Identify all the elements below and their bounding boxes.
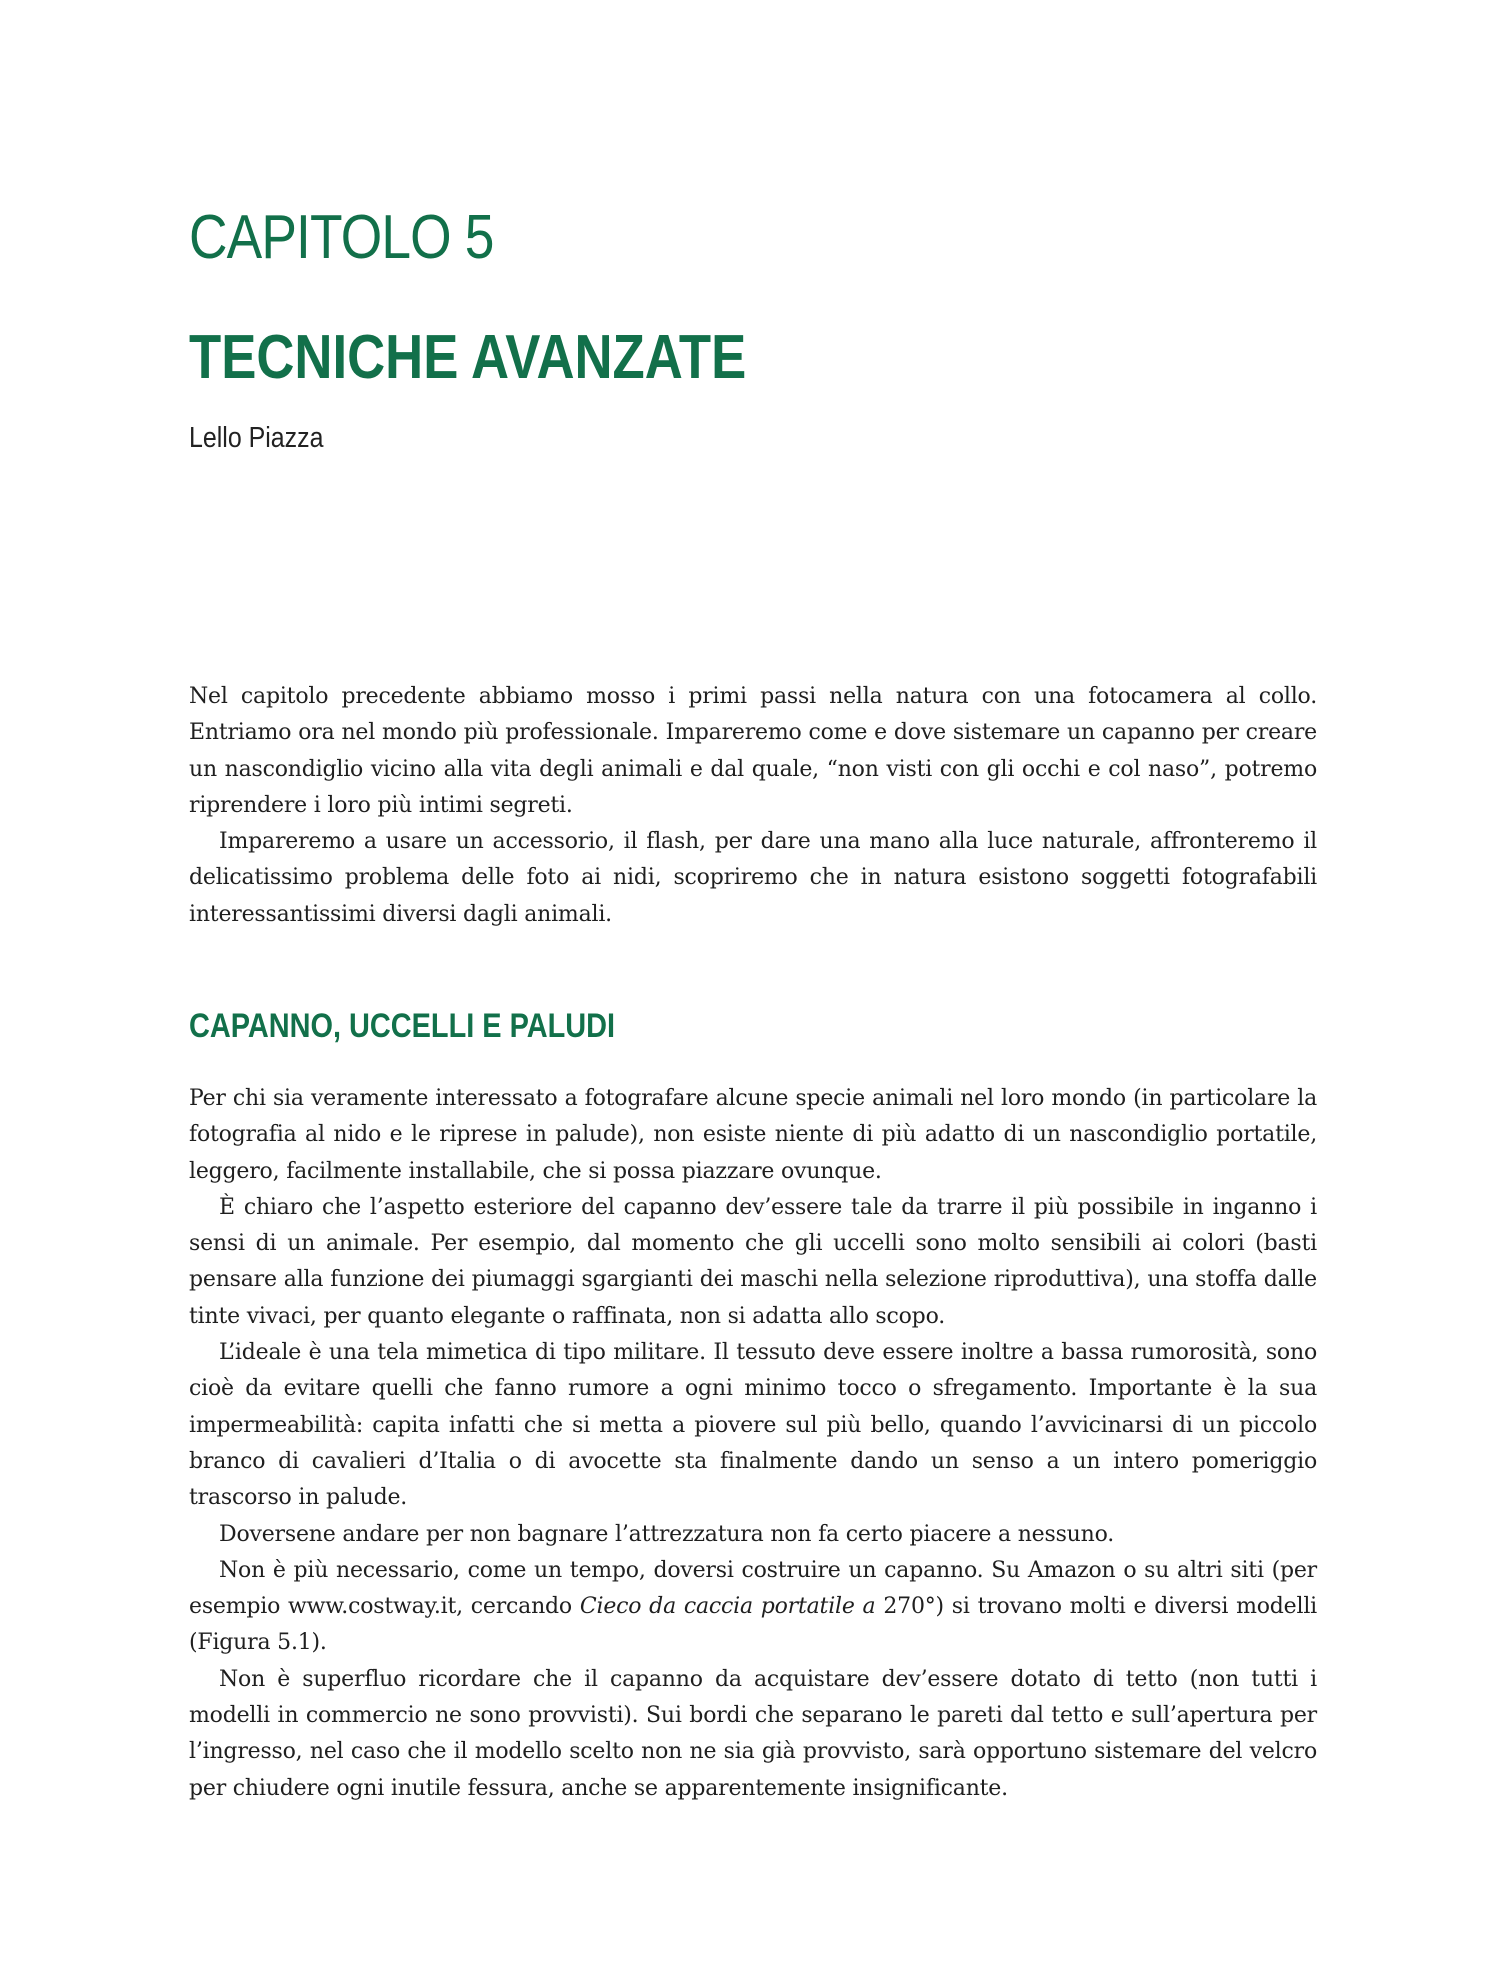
section-heading: CAPANNO, UCCELLI E PALUDI: [189, 1007, 616, 1045]
chapter-title: TECNICHE AVANZATE: [189, 323, 747, 392]
body-paragraph: È chiaro che l’aspetto esteriore del capanno dev’essere tale da trarre il più possibile in inganno i sensi di un animale. Per esempio, dal momento che gli uccelli sono molto sensibili ai colori (basti pensare alla funzione dei piumaggi sgargianti dei maschi nella selezione riproduttiva), una stoffa dalle tinte vivaci, per quanto elegante o raffinata, non si adatta allo scopo.: [189, 1194, 1317, 1329]
body-paragraph: Per chi sia veramente interessato a fotografare alcune specie animali nel loro mondo (in particolare la fotografia al nido e le riprese in palude), non esiste niente di più adatto di un nascondiglio portatile, leggero, facilmente installabile, che si possa piazzare ovunque.: [189, 1086, 1317, 1184]
author-name: Lello Piazza: [189, 422, 324, 454]
body-paragraph: Non è superfluo ricordare che il capanno da acquistare dev’essere dotato di tetto (non tutti i modelli in commercio ne sono provvisti). Sui bordi che separano le pareti dal tetto e sull’apertura per l’ingresso, nel caso che il modello scelto non ne sia già provvisto, sarà opportuno sistemare del velcro per chiudere ogni inutile fessura, anche se apparentemente insignificante.: [189, 1666, 1317, 1801]
intro-paragraph: Impareremo a usare un accessorio, il flash, per dare una mano alla luce naturale, affronteremo il delicatissimo problema delle foto ai nidi, scopriremo che in natura esistono soggetti fotografabili interessantissimi diversi dagli animali.: [189, 829, 1317, 927]
section-body: [189, 1081, 1317, 1807]
intro-paragraph: Nel capitolo precedente abbiamo mosso i primi passi nella natura con una fotocamera al collo. Entriamo ora nel mondo più professionale. Impareremo come e dove sistemare un capanno per creare un nascondiglio vicino alla vita degli animali e dal quale, “non visti con gli occhi e col naso”, potremo riprendere i loro più intimi segreti.: [189, 684, 1317, 818]
chapter-label: CAPITOLO 5: [189, 203, 494, 272]
italic-search-term: Cieco da caccia portatile a: [579, 1594, 876, 1620]
intro-text: [189, 679, 1317, 933]
body-text-run: 270°) si trovano molti e diversi modelli (Figura 5.1).: [189, 1594, 1318, 1656]
body-paragraph: [189, 1553, 1317, 1662]
body-paragraph: Doversene andare per non bagnare l’attrezzatura non fa certo piacere a nessuno.: [219, 1521, 1115, 1547]
body-text-run: Non è più necessario, come un tempo, doversi costruire un capanno. Su Amazon o su altri siti (per esempio www.costway.it, cercando: [189, 1557, 1317, 1620]
body-paragraph: L’ideale è una tela mimetica di tipo militare. Il tessuto deve essere inoltre a bassa rumorosità, sono cioè da evitare quelli che fanno rumore a ogni minimo tocco o sfregamento. Importante è la sua impermeabilità: capita infatti che si metta a piovere sul più bello, quando l’avvicinarsi di un piccolo branco di cavalieri d’Italia o di avocette sta finalmente dando un senso a un intero pomeriggio trascorso in palude.: [189, 1340, 1317, 1511]
